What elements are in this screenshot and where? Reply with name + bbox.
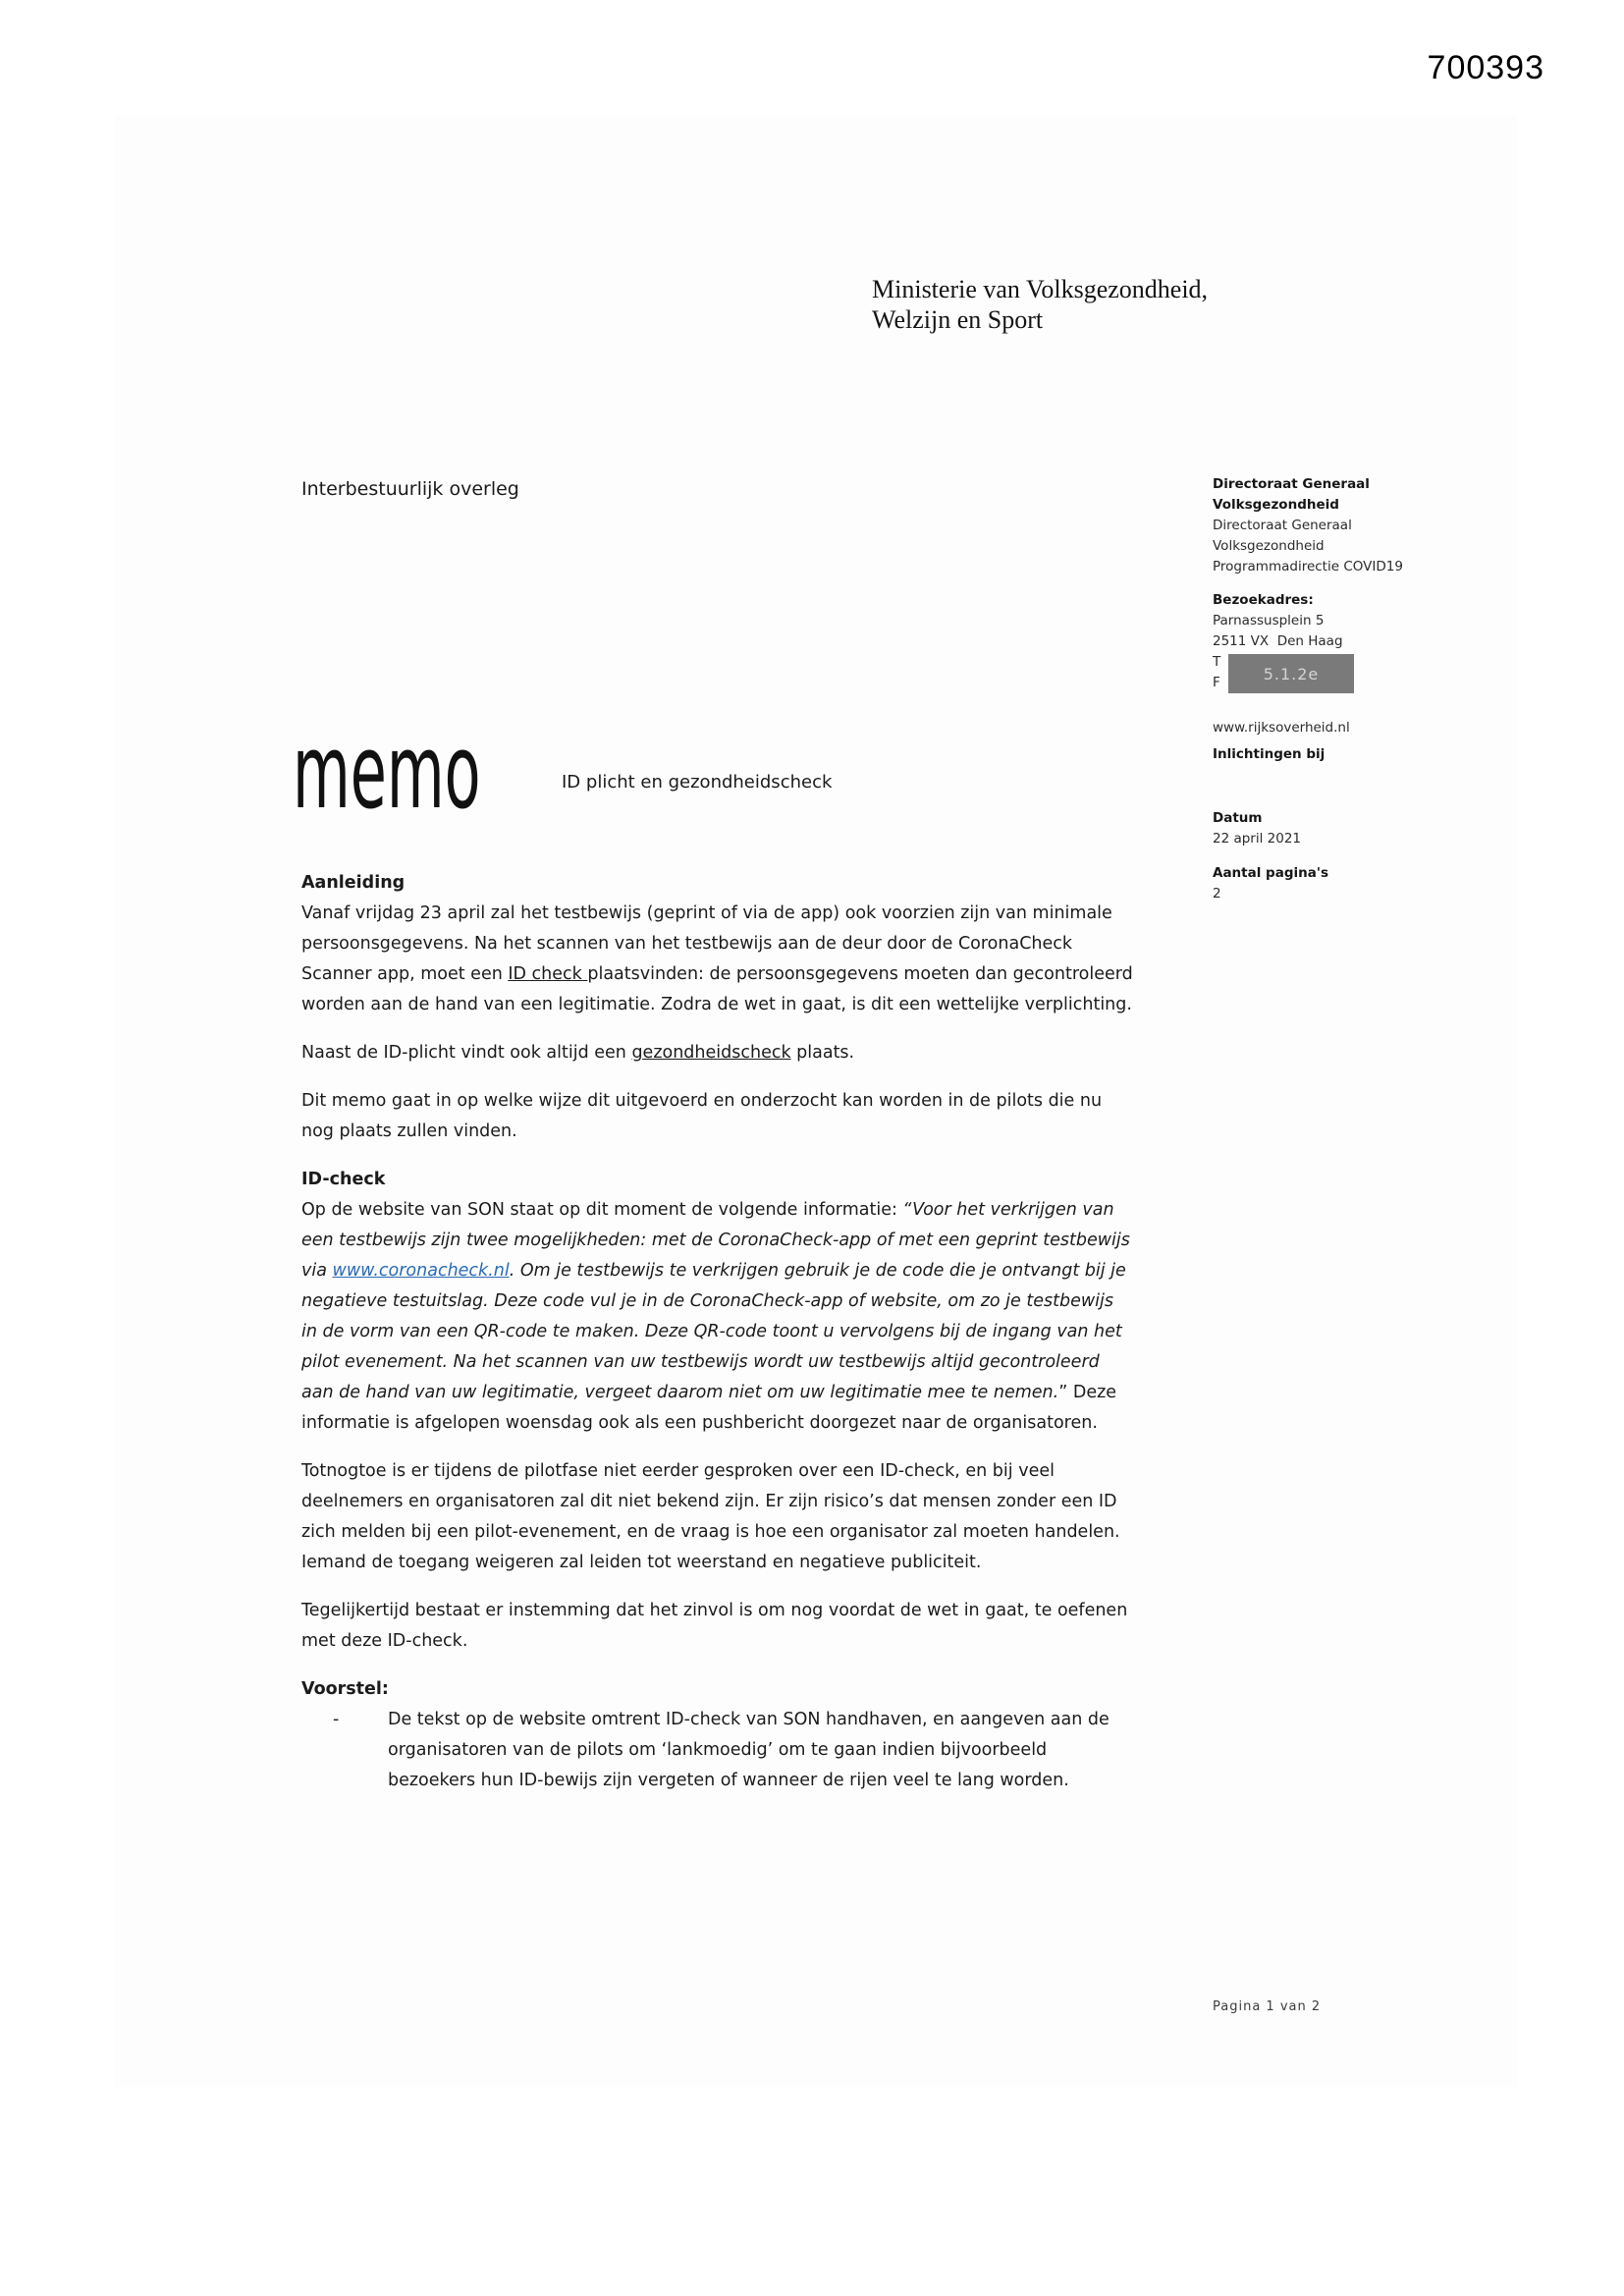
coronacheck-link[interactable]: www.coronacheck.nl: [332, 1261, 510, 1281]
text-run: ” Deze informatie is afgelopen woensdag ook als een pushbericht doorgezet naar de organisatoren.: [301, 1383, 1117, 1433]
paragraph: [301, 1456, 1134, 1578]
paragraph: [301, 1086, 1134, 1147]
visit-address-city: 2511 VX Den Haag: [1213, 633, 1343, 649]
paragraph: [301, 1195, 1134, 1439]
memo-sections: [301, 868, 1134, 1796]
ministry-line-1: Ministerie van Volksgezondheid,: [872, 275, 1209, 303]
sidebar-org-bold-2: Volksgezondheid: [1213, 497, 1339, 513]
reference-line: Interbestuurlijk overleg: [301, 478, 519, 500]
section-heading: ID-check: [301, 1170, 386, 1189]
text-run: De tekst op de website omtrent ID-check van SON handhaven, en aangeven aan de organisatoren van de pilots om ‘lankmoedig’ om te gaan indien bijvoorbeeld bezoekers hun ID-bewijs zijn vergeten of wanneer de rijen veel te lang worden.: [388, 1710, 1110, 1790]
text-run: Tegelijkertijd bestaat er instemming dat het zinvol is om nog voordat de wet in gaat, te oefenen met deze ID-check.: [301, 1601, 1128, 1651]
text-run: ID check: [508, 964, 588, 984]
text-run: Op de website van SON staat op dit moment de volgende informatie:: [301, 1200, 903, 1220]
text-run: plaatsvinden: de persoonsgegevens moeten dan gecontroleerd worden aan de hand van een legitimatie. Zodra de wet in gaat, is dit een wettelijke verplichting.: [301, 964, 1133, 1014]
text-run: “Voor het verkrijgen van een testbewijs zijn twee mogelijkheden: met de CoronaCheck-app of met een geprint testbewijs via: [301, 1200, 1130, 1281]
bullet-item: [301, 1705, 1134, 1796]
date-label: Datum: [1213, 810, 1263, 826]
sidebar-org-detail-3: Programmadirectie COVID19: [1213, 559, 1403, 574]
ministry-header: [872, 274, 1208, 335]
sidebar-org-bold-1: Directoraat Generaal: [1213, 476, 1370, 492]
phone-fax-block: [1213, 652, 1434, 693]
page-count-value: 2: [1213, 886, 1221, 902]
text-run: Totnogtoe is er tijdens de pilotfase niet eerder gesproken over een ID-check, en bij veel deelnemers en organisatoren zal dit niet bekend zijn. Er zijn risico’s dat mensen zonder een ID zich melden bij een pilot-evenement, en de vraag is hoe een organisator zal moeten handelen. Iemand de toegang weigeren zal leiden tot weerstand en negatieve publiciteit.: [301, 1461, 1120, 1572]
sidebar-website: www.rijksoverheid.nl: [1213, 720, 1350, 736]
text-run: gezondheidscheck: [631, 1043, 791, 1063]
visit-address-label: Bezoekadres:: [1213, 592, 1314, 608]
inquiries-label: Inlichtingen bij: [1213, 746, 1326, 762]
text-run: Vanaf vrijdag 23 april zal het testbewijs (geprint of via de app) ook voorzien zijn van minimale persoonsgegevens. Na het scannen van het testbewijs aan de deur door de CoronaCheck Scanner app, moet een: [301, 903, 1112, 984]
ministry-line-2: Welzijn en Sport: [872, 305, 1044, 334]
memo-title: memo: [293, 712, 481, 832]
paragraph: [301, 1596, 1134, 1657]
page-count-label: Aantal pagina's: [1213, 865, 1329, 881]
phone-label: T: [1213, 654, 1221, 670]
bullet-dash: -: [333, 1710, 340, 1729]
paragraph: [301, 1038, 1134, 1068]
redaction-box: 5.1.2e: [1228, 654, 1354, 693]
memo-subject: ID plicht en gezondheidscheck: [562, 772, 833, 793]
paragraph: [301, 899, 1134, 1020]
date-value: 22 april 2021: [1213, 831, 1302, 847]
sidebar-org-detail-2: Volksgezondheid: [1213, 538, 1325, 554]
text-run: . Om je testbewijs te verkrijgen gebruik je de code die je ontvangt bij je negatieve testuitslag. Deze code vul je in de CoronaCheck-app of website, om zo je testbewijs in de vorm van een QR-code te maken. Deze QR-code toont u vervolgens bij de ingang van het pilot evenement. Na het scannen van uw testbewijs wordt uw testbewijs altijd gecontroleerd aan de hand van uw legitimatie, vergeet daarom niet om uw legitimatie mee te nemen.: [301, 1261, 1126, 1402]
text-run: Naast de ID-plicht vindt ook altijd een: [301, 1043, 632, 1063]
section-heading: Voorstel:: [301, 1679, 389, 1699]
visit-address-street: Parnassusplein 5: [1213, 613, 1325, 629]
fax-label: F: [1213, 675, 1220, 690]
sidebar-org-detail-1: Directoraat Generaal: [1213, 518, 1352, 533]
text-run: Dit memo gaat in op welke wijze dit uitgevoerd en onderzocht kan worden in de pilots die nu nog plaats zullen vinden.: [301, 1091, 1103, 1141]
page-footer: Pagina 1 van 2: [1213, 1999, 1322, 2014]
document-number: 700393: [1427, 49, 1544, 86]
sidebar: [1213, 474, 1434, 904]
text-run: plaats.: [790, 1043, 855, 1063]
section-heading: Aanleiding: [301, 873, 406, 893]
